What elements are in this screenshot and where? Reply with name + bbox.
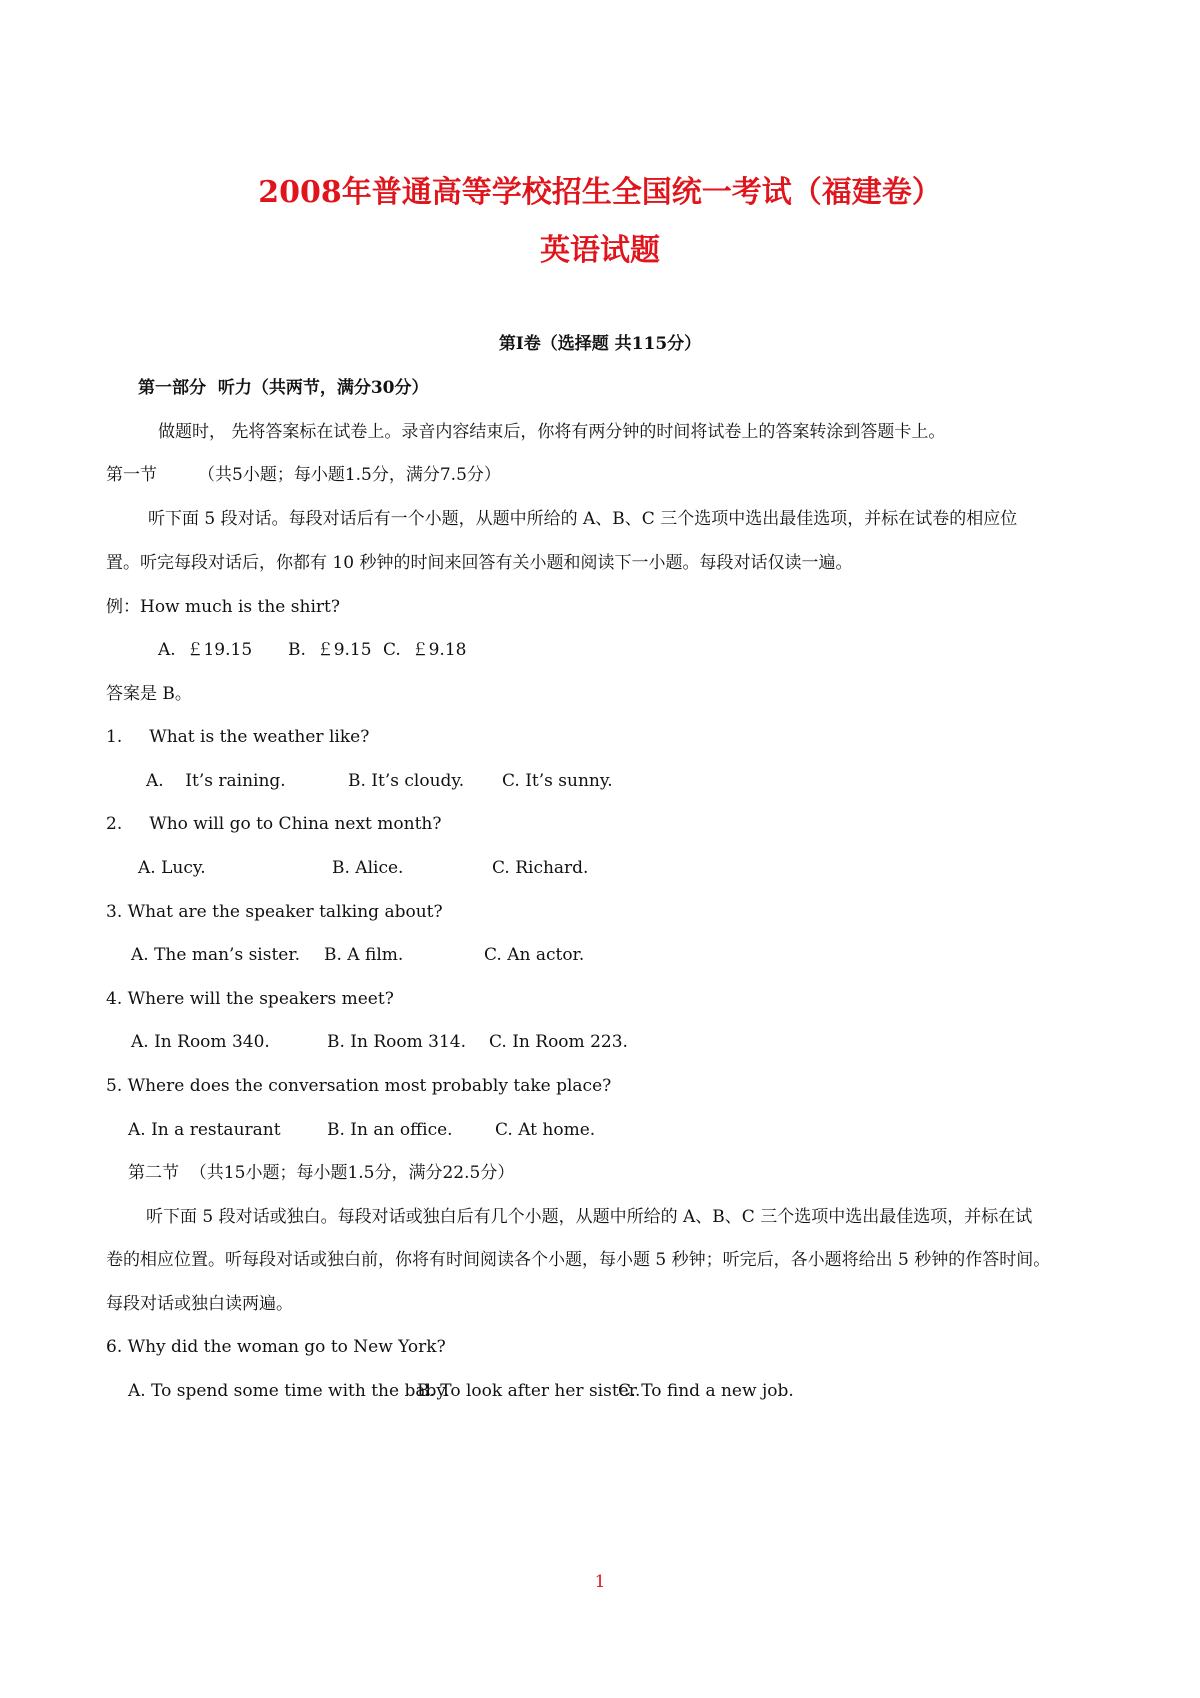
example-option-c: C. ￡9.18 (383, 640, 467, 660)
q6-option-b: B. To look after her sister. (417, 1381, 641, 1401)
q4-option-c: C. In Room 223. (489, 1032, 628, 1052)
question-4: 4. Where will the speakers meet? (106, 989, 394, 1009)
section1-directions-2: 置。听完每段对话后，你都有 10 秒钟的时间来回答有关小题和阅读下一小题。每段对话仅读一遍。 (106, 553, 853, 573)
q4-option-a: A. In Room 340. (131, 1032, 270, 1052)
q1-option-a: A. It’s raining. (146, 771, 286, 791)
exam-title: 2008年普通高等学校招生全国统一考试（福建卷） (258, 175, 942, 210)
q3-option-b: B. A film. (324, 945, 404, 965)
section1-directions-1: 听下面 5 段对话。每段对话后有一个小题，从题中所给的 A、B、C 三个选项中选出最佳选项，并标在试卷的相应位 (148, 509, 1018, 529)
q2-option-a: A. Lucy. (138, 858, 206, 878)
example-option-b: B. ￡9.15 (288, 640, 372, 660)
part1-heading: 第一部分 听力（共两节，满分30分） (138, 378, 429, 398)
question-5: 5. Where does the conversation most probably take place? (106, 1076, 612, 1096)
q6-option-a: A. To spend some time with the baby. (128, 1381, 450, 1401)
exam-subtitle: 英语试题 (540, 233, 660, 268)
section2-heading: 第二节 （共15小题；每小题1.5分，满分22.5分） (128, 1163, 515, 1183)
section2-directions-3: 每段对话或独白读两遍。 (106, 1294, 293, 1314)
q3-option-c: C. An actor. (484, 945, 585, 965)
q4-option-b: B. In Room 314. (327, 1032, 467, 1052)
example-answer: 答案是 B。 (106, 684, 192, 704)
question-1: 1. What is the weather like? (106, 727, 370, 747)
q2-option-b: B. Alice. (332, 858, 404, 878)
instructions: 做题时， 先将答案标在试卷上。录音内容结束后，你将有两分钟的时间将试卷上的答案转涂到答题卡上。 (158, 422, 946, 442)
volume-heading: 第Ⅰ卷（选择题 共115分） (498, 334, 702, 354)
q1-option-b: B. It’s cloudy. (348, 771, 465, 791)
section2-directions-2: 卷的相应位置。听每段对话或独白前，你将有时间阅读各个小题，每小题 5 秒钟；听完后，各小题将给出 5 秒钟的作答时间。 (106, 1250, 1051, 1270)
q5-option-c: C. At home. (495, 1120, 596, 1140)
section1-info: （共5小题；每小题1.5分，满分7.5分） (198, 465, 501, 485)
section2-directions-1: 听下面 5 段对话或独白。每段对话或独白后有几个小题，从题中所给的 A、B、C 三个选项中选出最佳选项，并标在试 (146, 1207, 1033, 1227)
example-option-a: A. ￡19.15 (158, 640, 253, 660)
section1-label: 第一节 (106, 465, 157, 485)
q2-option-c: C. Richard. (492, 858, 589, 878)
question-6: 6. Why did the woman go to New York? (106, 1337, 446, 1357)
q3-option-a: A. The man’s sister. (131, 945, 301, 965)
q5-option-b: B. In an office. (327, 1120, 453, 1140)
question-3: 3. What are the speaker talking about? (106, 902, 443, 922)
example-question: 例：How much is the shirt? (106, 597, 340, 617)
question-2: 2. Who will go to China next month? (106, 814, 442, 834)
q1-option-c: C. It’s sunny. (502, 771, 613, 791)
page-number: 1 (594, 1572, 606, 1592)
q5-option-a: A. In a restaurant (128, 1120, 281, 1140)
q6-option-c: C. To find a new job. (618, 1381, 794, 1401)
